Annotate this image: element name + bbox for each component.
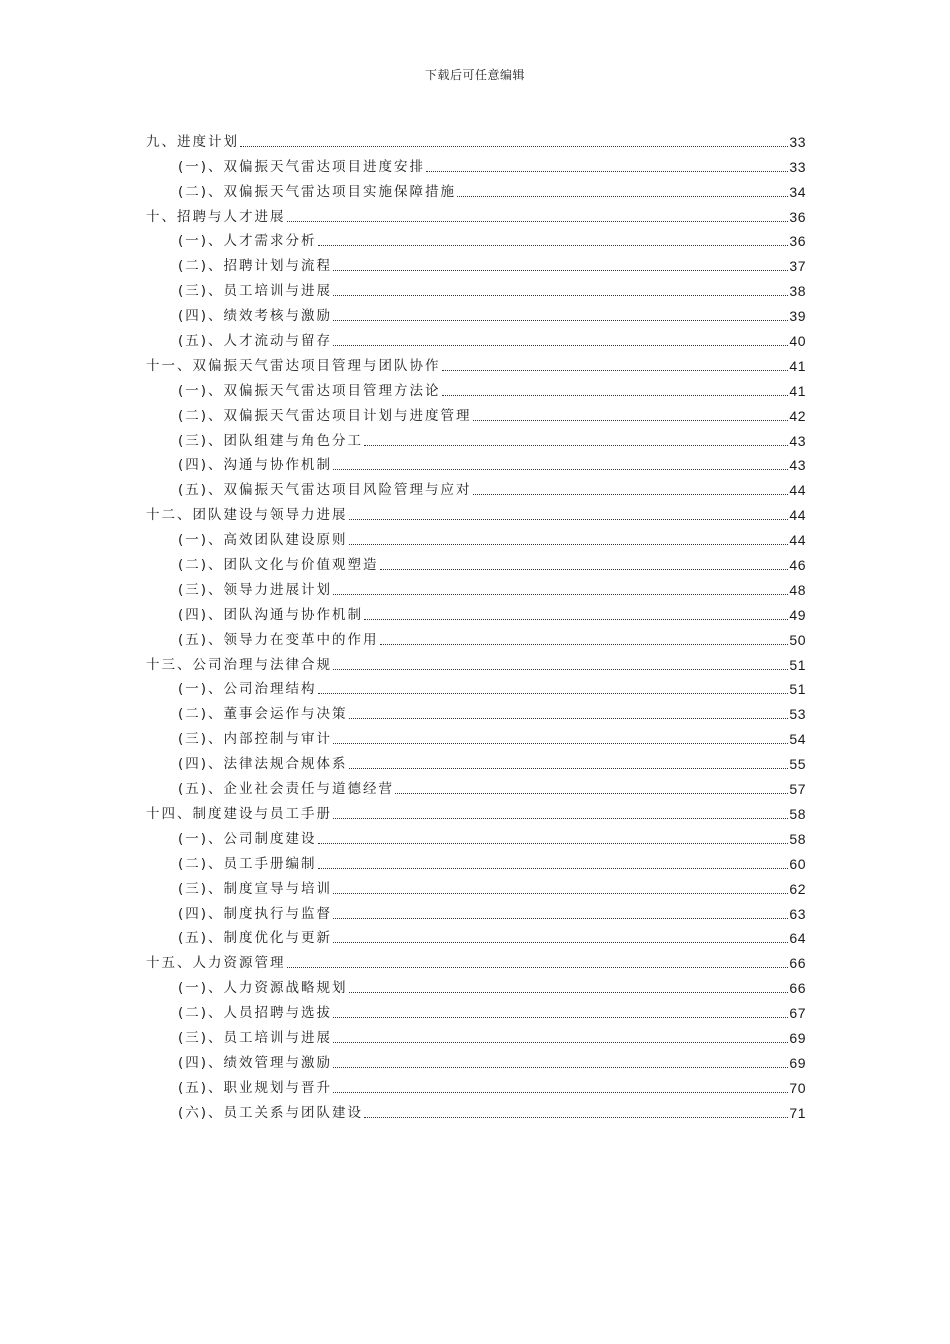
toc-section-entry[interactable]: [146, 773, 806, 798]
toc-dot-leader: [333, 1042, 788, 1043]
toc-entry-label: (一)、双偏振天气雷达项目进度安排: [178, 158, 426, 175]
toc-entry-label: 十五、人力资源管理: [146, 955, 286, 972]
toc-section-entry[interactable]: [146, 748, 806, 773]
toc-section-entry[interactable]: [146, 823, 806, 848]
toc-page-number: 44: [789, 482, 806, 499]
toc-entry-label: (三)、团队组建与角色分工: [178, 432, 364, 449]
toc-page-number: 66: [789, 980, 806, 997]
page-header: 下载后可任意编辑: [424, 68, 525, 82]
toc-entry-label: (二)、双偏振天气雷达项目计划与进度管理: [178, 407, 472, 424]
toc-page-number: 67: [789, 1005, 806, 1022]
table-of-contents: [146, 126, 806, 1122]
toc-section-entry[interactable]: [146, 524, 806, 549]
toc-chapter-entry[interactable]: [146, 947, 806, 972]
toc-page-number: 69: [789, 1029, 806, 1046]
toc-section-entry[interactable]: [146, 226, 806, 251]
toc-dot-leader: [473, 494, 789, 495]
toc-section-entry[interactable]: [146, 898, 806, 923]
toc-section-entry[interactable]: [146, 425, 806, 450]
toc-dot-leader: [333, 270, 788, 271]
toc-page-number: 55: [789, 756, 806, 773]
toc-dot-leader: [318, 693, 789, 694]
toc-dot-leader: [349, 519, 789, 520]
toc-page-number: 57: [789, 781, 806, 798]
toc-dot-leader: [473, 420, 789, 421]
toc-dot-leader: [333, 893, 788, 894]
toc-page-number: 63: [789, 905, 806, 922]
toc-section-entry[interactable]: [146, 848, 806, 873]
toc-page-number: 34: [789, 183, 806, 200]
toc-entry-label: (四)、沟通与协作机制: [178, 457, 333, 474]
toc-dot-leader: [442, 395, 789, 396]
toc-dot-leader: [333, 469, 788, 470]
toc-entry-label: (四)、绩效管理与激励: [178, 1054, 333, 1071]
toc-entry-label: 十一、双偏振天气雷达项目管理与团队协作: [146, 357, 441, 374]
toc-dot-leader: [333, 942, 788, 943]
toc-entry-label: (二)、双偏振天气雷达项目实施保障措施: [178, 183, 457, 200]
toc-page-number: 41: [789, 357, 806, 374]
toc-dot-leader: [318, 868, 789, 869]
toc-page-number: 44: [789, 532, 806, 549]
toc-page-number: 71: [789, 1104, 806, 1121]
toc-dot-leader: [364, 445, 788, 446]
toc-dot-leader: [333, 669, 788, 670]
toc-section-entry[interactable]: [146, 574, 806, 599]
toc-section-entry[interactable]: [146, 1022, 806, 1047]
toc-dot-leader: [287, 967, 789, 968]
toc-chapter-entry[interactable]: [146, 126, 806, 151]
toc-dot-leader: [333, 1067, 788, 1068]
toc-section-entry[interactable]: [146, 325, 806, 350]
toc-section-entry[interactable]: [146, 624, 806, 649]
toc-page-number: 41: [789, 382, 806, 399]
toc-entry-label: 十二、团队建设与领导力进展: [146, 507, 348, 524]
toc-entry-label: (四)、团队沟通与协作机制: [178, 606, 364, 623]
toc-entry-label: (三)、领导力进展计划: [178, 581, 333, 598]
toc-page-number: 46: [789, 557, 806, 574]
toc-entry-label: 十四、制度建设与员工手册: [146, 805, 332, 822]
toc-entry-label: (二)、招聘计划与流程: [178, 258, 333, 275]
toc-dot-leader: [364, 1117, 788, 1118]
toc-dot-leader: [380, 569, 789, 570]
toc-dot-leader: [318, 245, 789, 246]
toc-entry-label: (一)、公司制度建设: [178, 830, 317, 847]
toc-entry-label: (一)、人力资源战略规划: [178, 980, 348, 997]
toc-section-entry[interactable]: [146, 549, 806, 574]
toc-chapter-entry[interactable]: [146, 798, 806, 823]
toc-page-number: 66: [789, 955, 806, 972]
toc-section-entry[interactable]: [146, 450, 806, 475]
toc-dot-leader: [333, 743, 788, 744]
toc-page-number: 36: [789, 233, 806, 250]
toc-section-entry[interactable]: [146, 176, 806, 201]
toc-page-number: 40: [789, 333, 806, 350]
toc-section-entry[interactable]: [146, 723, 806, 748]
toc-chapter-entry[interactable]: [146, 499, 806, 524]
toc-page-number: 50: [789, 631, 806, 648]
toc-page-number: 33: [789, 133, 806, 150]
toc-entry-label: (五)、企业社会责任与道德经营: [178, 781, 395, 798]
toc-section-entry[interactable]: [146, 1072, 806, 1097]
toc-entry-label: (五)、制度优化与更新: [178, 930, 333, 947]
toc-section-entry[interactable]: [146, 300, 806, 325]
toc-entry-label: 十、招聘与人才进展: [146, 208, 286, 225]
toc-page-number: 70: [789, 1079, 806, 1096]
toc-dot-leader: [333, 320, 788, 321]
toc-dot-leader: [395, 793, 788, 794]
toc-dot-leader: [349, 544, 789, 545]
toc-page-number: 33: [789, 158, 806, 175]
toc-entry-label: (三)、制度宣导与培训: [178, 880, 333, 897]
toc-section-entry[interactable]: [146, 674, 806, 699]
toc-section-entry[interactable]: [146, 151, 806, 176]
toc-chapter-entry[interactable]: [146, 201, 806, 226]
toc-dot-leader: [240, 146, 788, 147]
toc-section-entry[interactable]: [146, 698, 806, 723]
toc-section-entry[interactable]: [146, 873, 806, 898]
toc-chapter-entry[interactable]: [146, 350, 806, 375]
toc-entry-label: (一)、高效团队建设原则: [178, 532, 348, 549]
toc-chapter-entry[interactable]: [146, 649, 806, 674]
toc-page-number: 44: [789, 507, 806, 524]
toc-dot-leader: [364, 619, 788, 620]
toc-entry-label: (二)、团队文化与价值观塑造: [178, 557, 379, 574]
toc-dot-leader: [426, 171, 788, 172]
toc-entry-label: (三)、内部控制与审计: [178, 731, 333, 748]
toc-section-entry[interactable]: [146, 375, 806, 400]
toc-page-number: 39: [789, 308, 806, 325]
toc-section-entry[interactable]: [146, 923, 806, 948]
toc-section-entry[interactable]: [146, 1097, 806, 1122]
toc-page-number: 48: [789, 581, 806, 598]
toc-page-number: 53: [789, 706, 806, 723]
toc-page-number: 51: [789, 681, 806, 698]
toc-page-number: 38: [789, 283, 806, 300]
toc-page-number: 64: [789, 930, 806, 947]
toc-section-entry[interactable]: [146, 400, 806, 425]
toc-entry-label: (四)、制度执行与监督: [178, 905, 333, 922]
toc-dot-leader: [333, 594, 788, 595]
toc-dot-leader: [333, 818, 788, 819]
toc-dot-leader: [333, 1092, 788, 1093]
toc-entry-label: (四)、绩效考核与激励: [178, 308, 333, 325]
toc-page-number: 60: [789, 855, 806, 872]
toc-dot-leader: [333, 918, 788, 919]
toc-page-number: 58: [789, 830, 806, 847]
toc-entry-label: 九、进度计划: [146, 133, 239, 150]
toc-page-number: 36: [789, 208, 806, 225]
toc-dot-leader: [349, 992, 789, 993]
toc-dot-leader: [349, 768, 789, 769]
toc-entry-label: (三)、员工培训与进展: [178, 1029, 333, 1046]
toc-entry-label: (五)、领导力在变革中的作用: [178, 631, 379, 648]
toc-entry-label: (二)、董事会运作与决策: [178, 706, 348, 723]
toc-page-number: 69: [789, 1054, 806, 1071]
toc-page-number: 58: [789, 805, 806, 822]
toc-dot-leader: [318, 843, 789, 844]
toc-entry-label: (一)、公司治理结构: [178, 681, 317, 698]
toc-entry-label: (四)、法律法规合规体系: [178, 756, 348, 773]
toc-section-entry[interactable]: [146, 972, 806, 997]
toc-entry-label: (五)、双偏振天气雷达项目风险管理与应对: [178, 482, 472, 499]
toc-dot-leader: [287, 221, 789, 222]
toc-dot-leader: [333, 1017, 788, 1018]
toc-entry-label: (一)、人才需求分析: [178, 233, 317, 250]
toc-entry-label: (三)、员工培训与进展: [178, 283, 333, 300]
toc-page-number: 62: [789, 880, 806, 897]
toc-entry-label: (六)、员工关系与团队建设: [178, 1104, 364, 1121]
toc-entry-label: 十三、公司治理与法律合规: [146, 656, 332, 673]
toc-page-number: 43: [789, 457, 806, 474]
toc-page-number: 54: [789, 731, 806, 748]
toc-section-entry[interactable]: [146, 997, 806, 1022]
toc-dot-leader: [333, 345, 788, 346]
toc-section-entry[interactable]: [146, 474, 806, 499]
toc-dot-leader: [333, 295, 788, 296]
toc-entry-label: (二)、员工手册编制: [178, 855, 317, 872]
toc-page-number: 43: [789, 432, 806, 449]
toc-page-number: 51: [789, 656, 806, 673]
toc-entry-label: (二)、人员招聘与选拔: [178, 1005, 333, 1022]
toc-page-number: 49: [789, 606, 806, 623]
toc-entry-label: (一)、双偏振天气雷达项目管理方法论: [178, 382, 441, 399]
toc-section-entry[interactable]: [146, 599, 806, 624]
toc-page-number: 37: [789, 258, 806, 275]
toc-dot-leader: [457, 196, 788, 197]
toc-dot-leader: [442, 370, 789, 371]
toc-entry-label: (五)、职业规划与晋升: [178, 1079, 333, 1096]
toc-section-entry[interactable]: [146, 275, 806, 300]
toc-dot-leader: [380, 644, 789, 645]
toc-section-entry[interactable]: [146, 1047, 806, 1072]
toc-page-number: 42: [789, 407, 806, 424]
toc-entry-label: (五)、人才流动与留存: [178, 333, 333, 350]
toc-section-entry[interactable]: [146, 250, 806, 275]
toc-dot-leader: [349, 718, 789, 719]
